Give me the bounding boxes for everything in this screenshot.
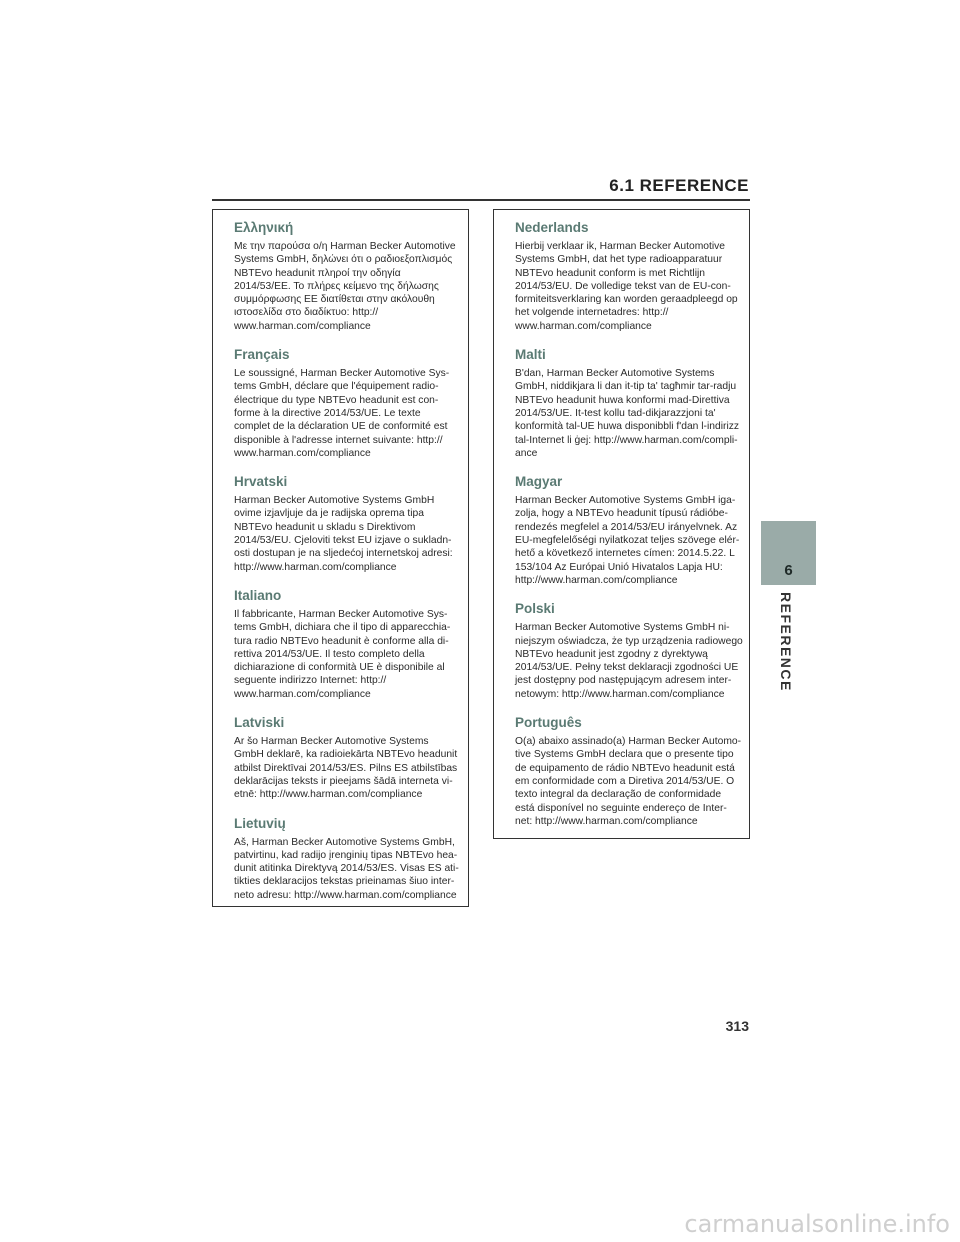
declaration-column-left (212, 209, 469, 907)
page-number: 313 (725, 1018, 749, 1034)
section-dutch (515, 220, 743, 333)
section-title: Hrvatski (234, 474, 288, 490)
section-lithuanian (234, 816, 462, 902)
section-body: Ar šo Harman Becker Automotive Systems GmbH deklarē, ka radioiekārta NBTEvo headunit atbilst Direktīvai 2014/53/ES. Pilns ES atbilstības deklarācijas teksts ir pieejams šādā interneta vi- etnē: http://www.harman.com/compliance (234, 736, 458, 801)
section-title: Nederlands (515, 220, 589, 235)
section-title: Latviski (234, 715, 285, 731)
declaration-column-right (493, 209, 750, 839)
section-body: B'dan, Harman Becker Automotive Systems GmbH, niddikjara li dan it-tip ta' tagħmir tar-radju NBTEvo headunit huwa konformi mad-Direttiva 2014/53/UE. It-test kollu tad-dikjarazzjoni ta' konformità tal-UE huwa disponibbli f'dan l-indirizz tal-Internet li ġej: http://www.harman.com/compli- ance (515, 368, 740, 459)
section-greek (234, 220, 462, 333)
section-body: Aš, Harman Becker Automotive Systems GmbH, patvirtinu, kad radijo įrenginių tipas NBTEvo hea- dunit atitinka Direktyvą 2014/53/ES. Visas ES ati- tikties deklaracijos tekstas prieinamas šiuo inter- neto adresu: http://www.harman.com/compliance (234, 836, 459, 901)
page-header-title: 6.1 REFERENCE (609, 176, 749, 195)
section-title: Magyar (515, 474, 563, 490)
section-body: Il fabbricante, Harman Becker Automotive Sys- tems GmbH, dichiara che il tipo di apparecchia- tura radio NBTEvo headunit è conforme alla di- rettiva 2014/53/UE. Il testo completo della dichiarazione di conformità UE è disponibile al seguente indirizzo Internet: http:// www.harman.com/compliance (234, 608, 451, 700)
section-latvian (234, 715, 462, 801)
section-portuguese (515, 715, 743, 828)
section-body: Harman Becker Automotive Systems GmbH ovime izjavljuje da je radijska oprema tipa NBTEvo headunit u skladu s Direktivom 2014/53/EU. Cjeloviti tekst EU izjave o sukladn- osti dostupan je na sljedećoj internetskoj adresi: http://www.harman.com/compliance (234, 495, 453, 573)
section-french (234, 347, 462, 460)
section-title: Malti (515, 347, 546, 363)
section-body: Le soussigné, Harman Becker Automotive Sys- tems GmbH, déclare que l'équipement radio- électrique du type NBTEvo headunit est con- forme à la directive 2014/53/UE. Le texte complet de la déclaration UE de conformité est disponible à l'adresse internet suivante: http:// www.harman.com/compliance (234, 368, 450, 459)
section-italian (234, 588, 462, 701)
section-title: Français (234, 347, 290, 363)
section-polish (515, 601, 743, 701)
section-title: Polski (515, 601, 555, 617)
section-title: Português (515, 715, 582, 731)
header-rule (212, 199, 750, 201)
section-body: Hierbij verklaar ik, Harman Becker Automotive Systems GmbH, dat het type radioapparatuur NBTEvo headunit conform is met Richtlijn 2014/53/EU. De volledige tekst van de EU-con- formiteitsverklaring kan worden geraadpleegd op het volgende internetadres: http:// www.harman.com/compliance (515, 241, 738, 332)
section-title: Lietuvių (234, 815, 286, 831)
watermark: carmanualsonline.info (684, 1210, 950, 1238)
section-maltese (515, 347, 743, 460)
section-hungarian (515, 474, 743, 587)
section-title: Italiano (234, 587, 282, 603)
section-body: Με την παρούσα ο/η Harman Becker Automotive Systems GmbH, δηλώνει ότι ο ραδιοεξοπλισμός NBTEvo headunit πληροί την οδηγία 2014/53/ΕΕ. Το πλήρες κείμενο της δήλωσης συμμόρφωσης ΕΕ διατίθεται στην ακόλουθη ιστοσελίδα στο διαδίκτυο: http:// www.harman.com/compliance (234, 241, 456, 332)
section-title: Ελληνική (234, 220, 294, 235)
section-body: Harman Becker Automotive Systems GmbH iga- zolja, hogy a NBTEvo headunit típusú rádióbe- rendezés megfelel a 2014/53/EU irányelvnek. Az EU-megfelelőségi nyilatkozat teljes szövege elér- hető a következő internetes címen: 2014.5.22. L 153/104 Az Európai Unió Hivatalos Lapja HU: http://www.harman.com/compliance (515, 495, 740, 586)
section-body: Harman Becker Automotive Systems GmbH ni- niejszym oświadcza, że typ urządzenia radiowego NBTEvo headunit jest zgodny z dyrektywą 2014/53/UE. Pełny tekst deklaracji zgodności UE jest dostępny pod następującym adresem inter- netowym: http://www.harman.com/compliance (515, 622, 743, 700)
chapter-number: 6 (784, 562, 793, 579)
chapter-tab (761, 521, 816, 585)
chapter-label: REFERENCE (778, 592, 794, 692)
section-body: O(a) abaixo assinado(a) Harman Becker Automo- tive Systems GmbH declara que o presente tipo de equipamento de rádio NBTEvo headunit está em conformidade com a Diretiva 2014/53/UE. O texto integral da declaração de conformidade está disponível no seguinte endereço de Inter- net: http://www.harman.com/compliance (515, 736, 742, 827)
section-croatian (234, 474, 462, 574)
